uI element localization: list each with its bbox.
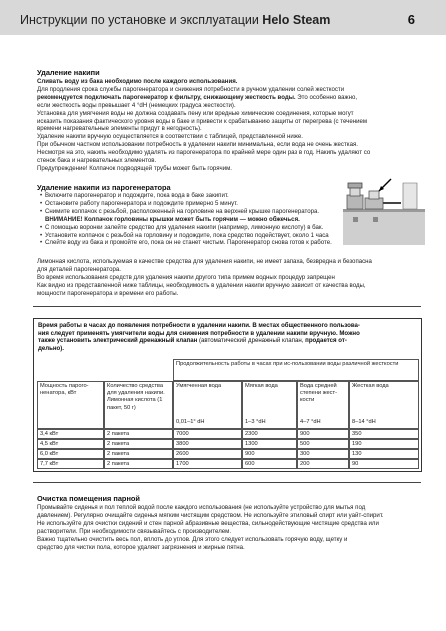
paragraph-line-text: Удаление накипи вручную осуществляется в соответствии с таблицей, представленной ниже. xyxy=(37,133,303,141)
table-cell: 900 xyxy=(242,449,297,459)
step-line-text: Установите колпачок с резьбой на горловину и подождите, пока средство подействует, около 1 часа xyxy=(45,231,329,239)
paragraph-line: мощности парогенератора и времени его работы. xyxy=(37,289,179,297)
table-column-header xyxy=(173,381,242,429)
paragraph-line-text: При обычном частном использовании потребность в удалении накипи минимальна, если вода не очень жесткая. xyxy=(37,141,358,149)
paragraph-line-text: Предупреждение! Колпачок подводящей трубы может быть горячим. xyxy=(37,164,232,172)
table-cell: 600 xyxy=(242,459,297,469)
table-group-header xyxy=(173,359,419,381)
section-citric-acid-text xyxy=(37,258,372,298)
paragraph-line: Не используйте для очистки сидений и стен парной абразивные вещества, сильнодействующие чистящие средства или xyxy=(37,519,379,527)
paragraph-line: Во время использования средств для удаления накипи другого типа примем водных процедур запрещен xyxy=(37,273,335,281)
table-cell: 3800 xyxy=(173,439,242,449)
paragraph-line-text: времени нагревательные элементы придут в негодность). xyxy=(37,125,202,133)
section-steamer-descaling-steps xyxy=(37,192,332,247)
column-hardness-range: 1–3 °dH xyxy=(245,418,266,425)
paragraph-line: средство для чистки пола, которое удаляет загрязнения и жирные пятна. xyxy=(37,543,245,551)
step-line-text: С помощью воронки залейте средство для удаления накипи (например, лимонную кислоту) в бак. xyxy=(45,223,324,231)
table-cell: 7,7 кВт xyxy=(37,459,104,469)
step-line-text: Снимите колпачок с резьбой, расположенный на горловине на верхней крышке парогенератора. xyxy=(45,207,320,215)
divider-bottom xyxy=(33,482,421,483)
paragraph-line: Промывайте сиденья и пол теплой водой после каждого использования (не используйте устройство для мытья под xyxy=(37,504,366,511)
column-hardness-range: 0,01–1° dH xyxy=(176,418,205,425)
table-heading-line-bold: дельно). xyxy=(38,345,64,353)
table-heading xyxy=(38,322,418,353)
paragraph-line xyxy=(37,78,370,86)
step-line xyxy=(37,232,332,240)
paragraph-line: Как видно из представленной ниже таблицы, необходимость в удалении накипи вручную зависит от качества воды, xyxy=(37,281,366,289)
step-line xyxy=(37,192,332,200)
descaling-table xyxy=(33,318,422,472)
paragraph-line: давлением). Регулярно очищайте сиденья мягким чистящим средством. Не используйте этиловый спирт или уайт-спирит. xyxy=(37,511,384,519)
table-cell: 2 пакета xyxy=(104,459,173,469)
paragraph-line-text: если жесткость воды превышает 4 °dH (немецких градуса жесткости). xyxy=(37,101,236,109)
step-line xyxy=(37,216,332,224)
step-line-text: Слейте воду из бака и промойте его, пока он не станет чистым. Парогенератор снова готов к работе. xyxy=(45,239,332,247)
table-cell: 200 xyxy=(297,459,349,469)
section-title-steamer-descaling: Удаление накипи из парогенератора xyxy=(37,183,171,192)
paragraph-line xyxy=(37,86,370,94)
paragraph-line: Лимонная кислота, используемая в качестве средства для удаления накипи, не имеет запаха, безвредна и безопасна xyxy=(37,258,372,265)
section-title-steam-room-cleaning: Очистка помещения парной xyxy=(37,494,140,503)
step-line xyxy=(37,239,332,247)
section-descaling-text xyxy=(37,78,370,173)
paragraph-line xyxy=(37,125,370,133)
paragraph-line xyxy=(37,157,370,165)
steam-generator-illustration xyxy=(343,173,425,245)
table-cell: 500 xyxy=(297,439,349,449)
table-cell: 2 пакета xyxy=(104,439,173,449)
section-title-descaling: Удаление накипи xyxy=(37,68,100,77)
paragraph-line-text: Несмотря на это, накипь необходимо удалять из парогенератора по крайней мере один раз в год. Накипь удаляют со xyxy=(37,149,371,157)
column-label: Жесткая вода xyxy=(352,383,389,389)
section-steam-room-cleaning-text xyxy=(37,504,384,551)
table-cell: 2600 xyxy=(173,449,242,459)
table-column-header xyxy=(104,381,173,429)
table-heading-line xyxy=(38,330,418,338)
column-label: Мягкая вода xyxy=(245,383,278,389)
paragraph-line: для деталей парогенератора. xyxy=(37,265,121,273)
table-group-header-text: Продолжительность работы в часах при ис-пользовании воды различной жесткости xyxy=(176,361,399,367)
paragraph-line xyxy=(37,165,370,173)
column-label: Вода средней степени жест-кости xyxy=(300,383,337,404)
table-heading-line xyxy=(38,337,418,345)
table-heading-line xyxy=(38,322,418,330)
step-line xyxy=(37,200,332,208)
step-line xyxy=(37,208,332,216)
paragraph-line-text: Для продления срока службы парогенератора и снижения потребности в ручном удалении солей жесткости xyxy=(37,85,345,93)
table-cell: 300 xyxy=(297,449,349,459)
paragraph-line xyxy=(37,102,370,110)
paragraph-line-text: исказить показания фактического уровня воды в баке и привести к срабатыванию защиты от перегрева (с течением xyxy=(37,117,368,125)
table-column-header xyxy=(297,381,349,429)
table-cell: 2 пакета xyxy=(104,449,173,459)
brand-name: Helo Steam xyxy=(262,13,331,27)
paragraph-line-text: стенок бака и нагревательных элементов. xyxy=(37,157,157,165)
paragraph-line: растворители. При необходимости связывайтесь с производителем. xyxy=(37,527,232,535)
table-cell: 350 xyxy=(349,429,419,439)
table-cell: 900 xyxy=(297,429,349,439)
table-heading-line-bold: также установить электрический дренажный клапан xyxy=(38,337,198,345)
table-heading-tail: продается от- xyxy=(305,337,347,345)
paragraph-line xyxy=(37,94,370,102)
document-title xyxy=(20,13,330,27)
table-cell: 1300 xyxy=(242,439,297,449)
table-cell: 190 xyxy=(349,439,419,449)
table-cell: 2300 xyxy=(242,429,297,439)
table-heading-line-text: (автоматический дренажный клапан, xyxy=(197,337,306,345)
document-title-text: Инструкции по установке и эксплуатации xyxy=(20,13,259,27)
column-hardness-range: 4–7 °dH xyxy=(300,418,321,425)
paragraph-line-bold: Сливать воду из бака необходимо после каждого использования. xyxy=(37,78,238,85)
step-line-text: Включите парогенератор и подождите, пока вода в баке закипит. xyxy=(45,192,229,199)
table-cell: 4,5 кВт xyxy=(37,439,104,449)
paragraph-line xyxy=(37,118,370,126)
table-cell: 1700 xyxy=(173,459,242,469)
column-hardness-range: 8–14 °dH xyxy=(352,418,376,425)
table-column-header xyxy=(349,381,419,429)
paragraph-line xyxy=(37,141,370,149)
column-label: Мощность парого-ненатора, кВт xyxy=(40,383,89,397)
page-number: 6 xyxy=(407,12,415,27)
table-heading-line-bold: Время работы в часах до появления потребности в удалении накипи. В местах общественного пользова- xyxy=(38,322,360,329)
paragraph-line-bold: рекомендуется подключать парогенератор к фильтру, снижающему жесткость воды. xyxy=(37,93,296,101)
step-line xyxy=(37,224,332,232)
paragraph-line: Важно тщательно очистить весь пол, вплоть до углов. Для этого следует использовать горячую воду, щетку и xyxy=(37,535,348,543)
table-cell: 90 xyxy=(349,459,419,469)
table-cell: 7000 xyxy=(173,429,242,439)
paragraph-line-text: Установка для умягчения воды не должна создавать пену или вредные химические соединения, которые могут xyxy=(37,109,354,117)
step-line-bold: ВНИМАНИЕ! Колпачок горловины крышки может быть горячим — можно обжечься. xyxy=(45,215,300,223)
divider-top xyxy=(33,306,421,307)
column-label: Количество средства для удаления накипи. Лимонная кислота (1 пакет, 50 г) xyxy=(107,383,165,411)
table-column-header xyxy=(242,381,297,429)
page-header xyxy=(0,0,446,35)
table-heading-line xyxy=(38,345,418,353)
table-cell: 130 xyxy=(349,449,419,459)
paragraph-line xyxy=(37,110,370,118)
table-column-header xyxy=(37,381,104,429)
step-line-text: Остановите работу парогенератора и подождите примерно 5 минут. xyxy=(45,199,238,207)
table-cell: 6,0 кВт xyxy=(37,449,104,459)
column-label: Умягченная вода xyxy=(176,383,222,389)
table-heading-line-bold: ния следует применять умягчители воды для снижения потребности в удалении накипи вручную. Можно xyxy=(38,329,360,337)
table-cell: 2 пакета xyxy=(104,429,173,439)
paragraph-line xyxy=(37,133,370,141)
paragraph-line-text: Это особенно важно, xyxy=(295,93,358,101)
table-cell: 3,4 кВт xyxy=(37,429,104,439)
paragraph-line xyxy=(37,149,370,157)
